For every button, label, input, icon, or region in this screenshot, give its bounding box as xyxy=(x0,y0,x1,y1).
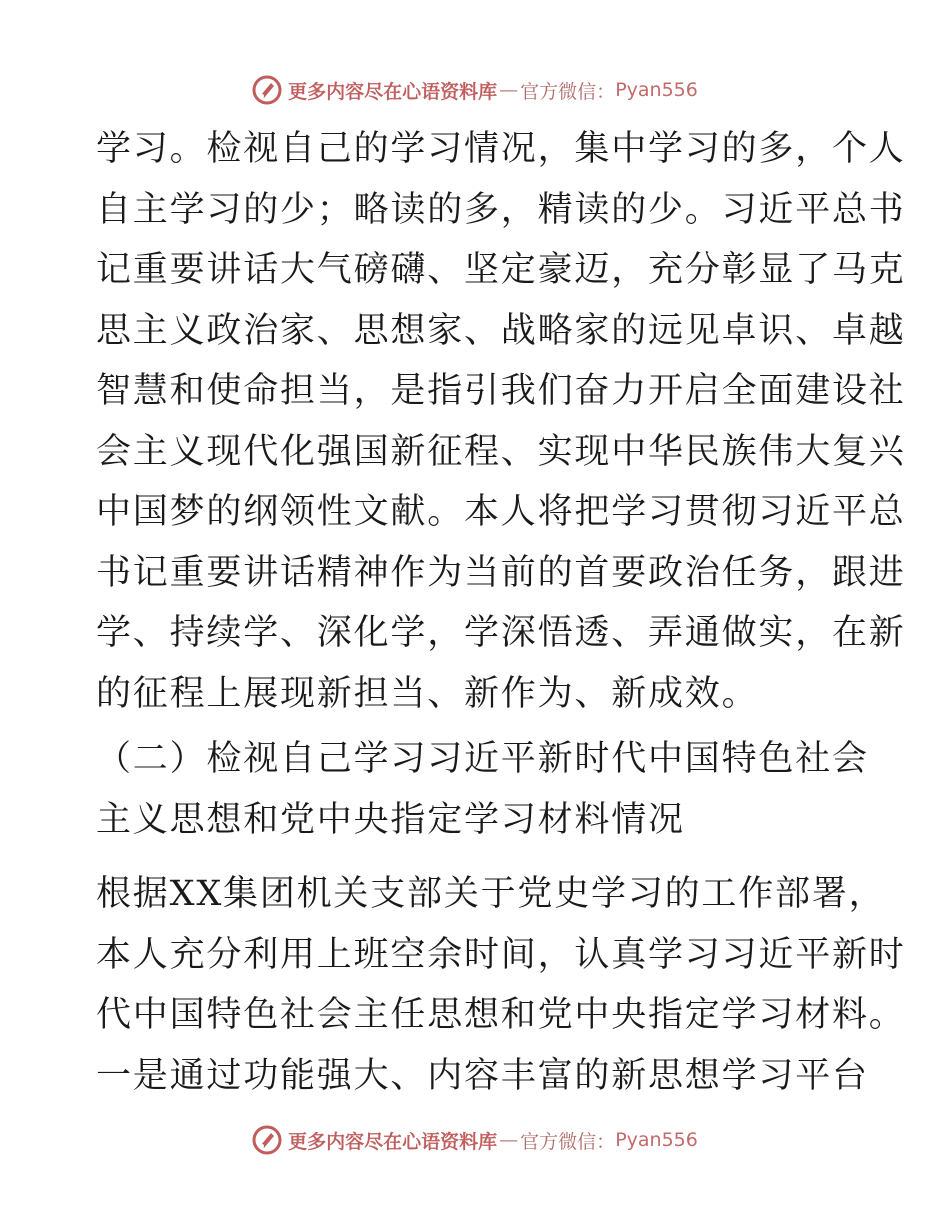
watermark-label: 官方微信： xyxy=(520,1130,616,1153)
watermark-dash: — xyxy=(499,1129,519,1151)
watermark-label: 官方微信： xyxy=(520,80,616,103)
text-line: 思主义政治家、思想家、战略家的远见卓识、卓越 xyxy=(96,310,906,351)
text-line: 根据XX集团机关支部关于党史学习的工作部署， xyxy=(96,874,886,914)
paragraph-1 xyxy=(96,119,906,724)
text-line: 学、持续学、深化学，学深悟透、弄通做实，在新 xyxy=(96,613,906,653)
text-line: 记重要讲话大气磅礴、坚定豪迈，充分彰显了马克 xyxy=(96,250,906,290)
text-line: 中国梦的纲领性文献。本人将把学习贯彻习近平总 xyxy=(96,492,906,532)
text-line: 的征程上展现新担当、新作为、新成效。 xyxy=(96,673,759,714)
text-line: 会主义现代化强国新征程、实现中华民族伟大复兴 xyxy=(96,431,906,472)
text-line: 一是通过功能强大、内容丰富的新思想学习平台 xyxy=(96,1055,869,1096)
watermark-footer xyxy=(0,1120,950,1160)
text-line: 自主学习的少；略读的多，精读的少。习近平总书 xyxy=(96,189,906,230)
watermark-brand: 更多内容尽在心语资料库 xyxy=(288,80,498,103)
watermark-header xyxy=(0,70,950,110)
watermark-id: Pyan556 xyxy=(615,79,698,101)
pen-logo-icon xyxy=(252,1125,282,1155)
text-line: 智慧和使命担当，是指引我们奋力开启全面建设社 xyxy=(96,371,906,411)
watermark-brand: 更多内容尽在心语资料库 xyxy=(288,1130,498,1153)
text-line: 代中国特色社会主任思想和党中央指定学习材料。 xyxy=(96,995,906,1035)
watermark-id: Pyan556 xyxy=(615,1129,698,1151)
text-line: 本人充分利用上班空余时间，认真学习习近平新时 xyxy=(96,934,906,975)
text-line: 学习。检视自己的学习情况，集中学习的多，个人 xyxy=(96,129,906,169)
watermark-dash: — xyxy=(499,79,519,101)
heading-line: 主义思想和党中央指定学习材料情况 xyxy=(96,799,685,840)
section-heading xyxy=(96,729,869,850)
text-line: 书记重要讲话精神作为当前的首要政治任务，跟进 xyxy=(96,552,906,593)
heading-line: （二）检视自己学习习近平新时代中国特色社会 xyxy=(96,739,869,779)
paragraph-2 xyxy=(96,864,906,1106)
pen-logo-icon xyxy=(252,75,282,105)
document-body xyxy=(96,119,906,1106)
